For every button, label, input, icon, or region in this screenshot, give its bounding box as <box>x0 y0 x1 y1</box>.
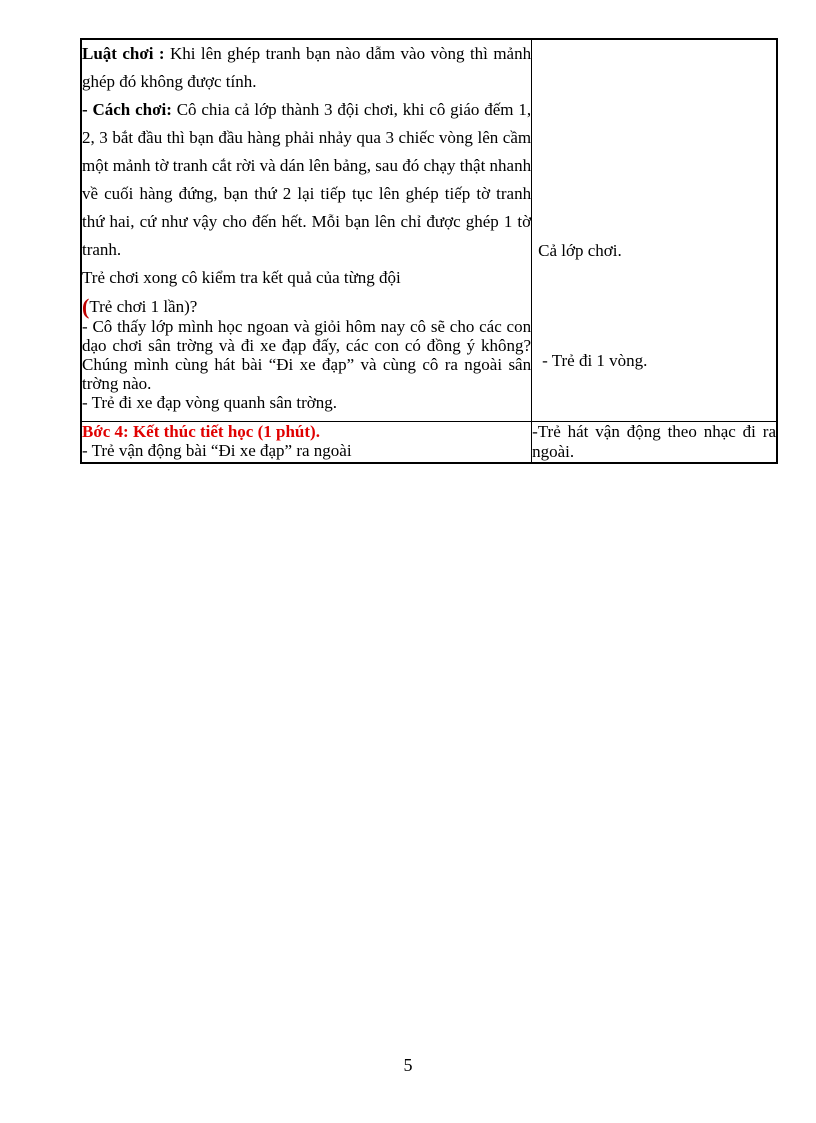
child-ride-text: - Trẻ đi xe đạp vòng quanh sân trờng. <box>82 393 337 412</box>
lesson-table <box>80 38 778 464</box>
step4-left-text: - Trẻ vận động bài “Đi xe đạp” ra ngoài <box>82 441 352 460</box>
step4-right-cell <box>532 422 777 464</box>
teacher-invite-text: - Cô thấy lớp mình học ngoan và giỏi hôm nay cô sẽ cho các con dạo chơi sân trờng và đi xe đạp đấy, các con có đồng ý không? Chúng mình cùng hát bài “Đi xe đạp” và cùng cô ra ngoài sân trờng nào. <box>82 317 532 393</box>
play-once-text: Trẻ chơi 1 lần)? <box>89 297 198 316</box>
table-row <box>81 39 777 422</box>
rule-label: Luật chơi : <box>82 44 165 63</box>
step4-title: Bớc 4: Kết thúc tiết học (1 phút). <box>82 422 320 441</box>
paren-mark: ( <box>82 294 90 319</box>
activity-cell-children <box>532 39 777 422</box>
table-row <box>81 422 777 464</box>
class-play-text: Cả lớp chơi. <box>538 241 622 260</box>
how-to-play-paragraph <box>82 96 531 264</box>
play-once-line <box>82 294 531 319</box>
how-to-play-label: - Cách chơi: <box>82 100 172 119</box>
activity-cell-teacher <box>81 39 532 422</box>
page-number: 5 <box>403 1055 413 1075</box>
how-to-play-text: Cô chia cả lớp thành 3 đội chơi, khi cô giáo đếm 1, 2, 3 bắt đầu thì bạn đầu hàng phải nhảy qua 3 chiếc vòng lên cầm một mảnh tờ tranh cắt rời và dán lên bảng, sau đó chạy thật nhanh về cuối hàng đứng, bạn thứ 2 lại tiếp tục lên ghép tiếp tờ tranh thứ hai, cứ như vậy cho đến hết. Mỗi bạn lên chỉ được ghép 1 tờ tranh. <box>82 100 532 259</box>
child-round-text: - Trẻ đi 1 vòng. <box>542 351 648 370</box>
check-result-text: Trẻ chơi xong cô kiểm tra kết quả của từng đội <box>82 268 401 287</box>
rule-text: Khi lên ghép tranh bạn nào dẫm vào vòng thì mảnh ghép đó không được tính. <box>82 44 532 91</box>
rule-paragraph <box>82 40 531 96</box>
step4-right-text: -Trẻ hát vận động theo nhạc đi ra ngoài. <box>532 422 776 461</box>
step4-cell <box>81 422 532 464</box>
